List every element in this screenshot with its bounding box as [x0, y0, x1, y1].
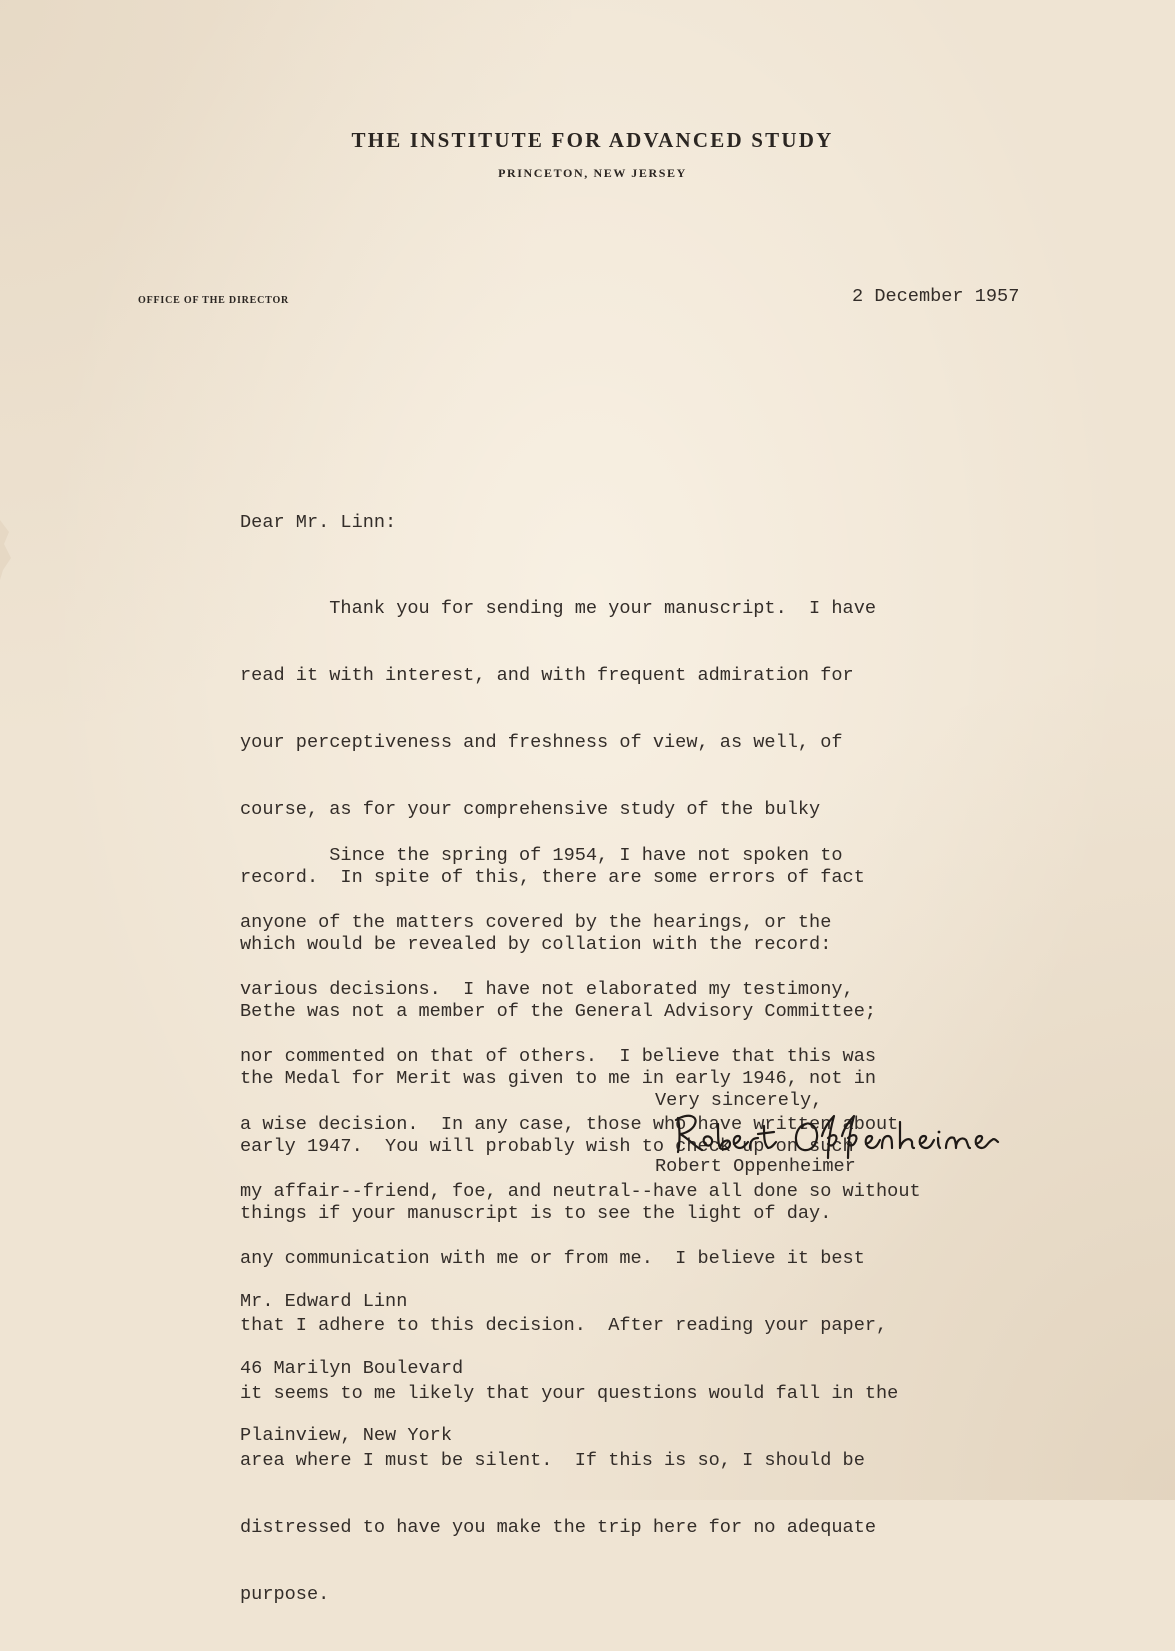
paragraph-line: the Medal for Merit was given to me in early 1946, not in — [240, 1068, 877, 1090]
paragraph-line: read it with interest, and with frequent admiration for — [240, 665, 854, 687]
recipient-name: Mr. Edward Linn — [240, 1290, 408, 1312]
paragraph-line: distressed to have you make the trip here for no adequate — [240, 1517, 877, 1538]
letterhead-location: PRINCETON, NEW JERSEY — [498, 166, 687, 180]
paragraph-line: Thank you for sending me your manuscript. I have — [240, 597, 877, 619]
paragraph-line: record. In spite of this, there are some errors of fact — [240, 866, 865, 888]
paragraph-line: any communication with me or from me. I believe it best — [240, 1248, 865, 1270]
paragraph-line: a wise decision. In any case, those who have written about — [240, 1113, 899, 1135]
paragraph-line: my affair--friend, foe, and neutral--have all done so without — [240, 1180, 921, 1202]
paragraph-line: that I adhere to this decision. After reading your paper, — [240, 1315, 888, 1337]
paragraph-line: early 1947. You will probably wish to check up on such — [240, 1135, 854, 1157]
paragraph-line: course, as for your comprehensive study of the bulky — [240, 799, 821, 821]
paragraph-line: Since the spring of 1954, I have not spoken to — [240, 844, 843, 866]
paragraph-line: anyone of the matters covered by the hearings, or the — [240, 912, 832, 934]
paragraph-line: purpose. — [240, 1584, 330, 1606]
paragraph-line: Bethe was not a member of the General Advisory Committee; — [240, 1001, 877, 1023]
recipient-street: 46 Marilyn Boulevard — [240, 1358, 464, 1380]
paragraph-line: various decisions. I have not elaborated my testimony, — [240, 979, 854, 1001]
recipient-address — [240, 1246, 463, 1492]
paragraph-line: your perceptiveness and freshness of view, as well, of — [240, 732, 843, 754]
handwritten-signature — [670, 1108, 1000, 1160]
recipient-city: Plainview, New York — [240, 1425, 453, 1447]
paragraph-line: area where I must be silent. If this is so, I should be — [240, 1449, 865, 1471]
body-paragraph-2 — [240, 800, 921, 1651]
paragraph-line: things if your manuscript is to see the light of day. — [240, 1202, 832, 1224]
closing: Very sincerely, — [655, 1090, 823, 1111]
letter-date: 2 December 1957 — [852, 286, 1020, 307]
paragraph-line: it seems to me likely that your questions would fall in the — [240, 1382, 899, 1404]
signer-name: Robert Oppenheimer — [655, 1156, 856, 1177]
office-label: OFFICE OF THE DIRECTOR — [138, 295, 290, 306]
paragraph-line: which would be revealed by collation with the record: — [240, 933, 832, 955]
paragraph-line: nor commented on that of others. I believe that this was — [240, 1046, 877, 1068]
salutation: Dear Mr. Linn: — [240, 512, 397, 533]
letterhead-institution: THE INSTITUTE FOR ADVANCED STUDY — [351, 128, 834, 152]
paper-tear-mark — [0, 520, 14, 580]
